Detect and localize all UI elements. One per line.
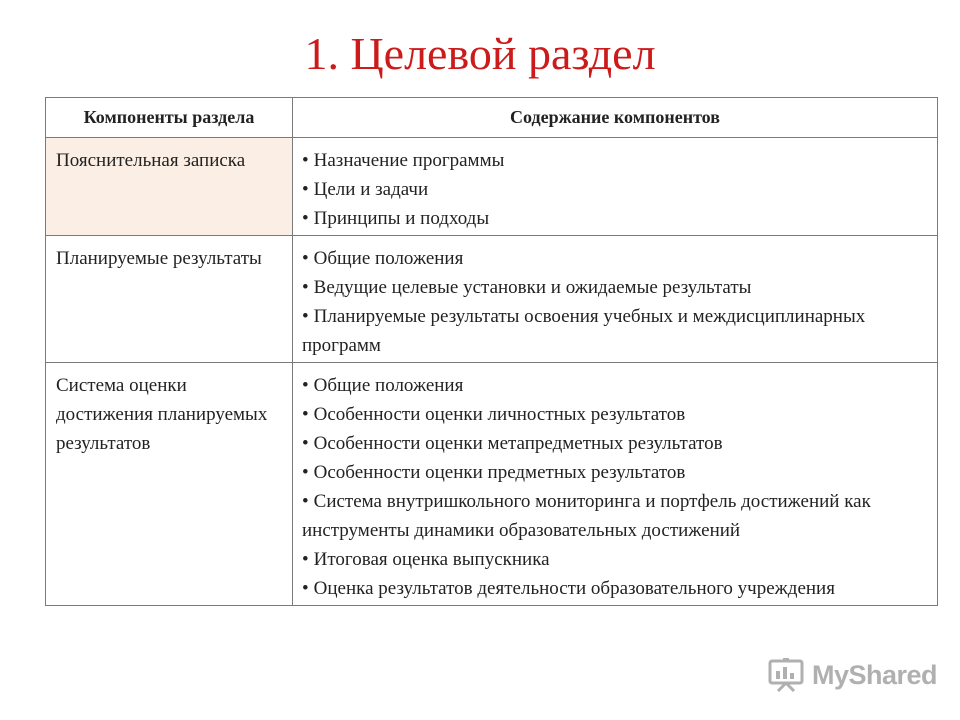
list-item bbox=[302, 487, 929, 545]
table-row bbox=[46, 363, 938, 606]
item-text: Особенности оценки предметных результатов bbox=[313, 462, 686, 483]
bullet-icon: • bbox=[302, 248, 309, 269]
item-text: Особенности оценки личностных результатов bbox=[313, 404, 686, 425]
bullet-icon: • bbox=[302, 277, 309, 298]
header-content: Содержание компонентов bbox=[293, 98, 938, 138]
bullet-icon: • bbox=[302, 462, 309, 483]
item-text: Планируемые результаты освоения учебных и междисциплинарных программ bbox=[302, 306, 866, 356]
list-item bbox=[302, 458, 929, 487]
presentation-board-icon bbox=[766, 658, 806, 692]
bullet-icon: • bbox=[302, 375, 309, 396]
bullet-icon: • bbox=[302, 549, 309, 570]
list-item bbox=[302, 204, 929, 233]
list-item bbox=[302, 429, 929, 458]
item-text: Назначение программы bbox=[313, 150, 505, 171]
slide-title: 1. Целевой раздел bbox=[304, 28, 656, 79]
list-item bbox=[302, 574, 929, 603]
item-text: Общие положения bbox=[313, 248, 464, 269]
table-row bbox=[46, 138, 938, 236]
list-item bbox=[302, 175, 929, 204]
item-text: Общие положения bbox=[313, 375, 464, 396]
item-text: Принципы и подходы bbox=[313, 208, 490, 229]
bullet-icon: • bbox=[302, 491, 309, 512]
item-text: Система внутришкольного мониторинга и портфель достижений как инструменты динамики образовательных достижений bbox=[302, 491, 871, 541]
table-row bbox=[46, 236, 938, 363]
item-text: Итоговая оценка выпускника bbox=[313, 549, 550, 570]
row-label-planned-results: Планируемые результаты bbox=[46, 236, 293, 363]
list-item bbox=[302, 273, 929, 302]
row-label-explanatory-note: Пояснительная записка bbox=[46, 138, 293, 236]
list-item bbox=[302, 400, 929, 429]
components-table bbox=[45, 97, 938, 606]
list-item bbox=[302, 146, 929, 175]
item-list bbox=[302, 244, 929, 360]
bullet-icon: • bbox=[302, 433, 309, 454]
row-items-cell bbox=[293, 236, 938, 363]
list-item bbox=[302, 371, 929, 400]
bullet-icon: • bbox=[302, 578, 309, 599]
item-text: Ведущие целевые установки и ожидаемые результаты bbox=[313, 277, 752, 298]
watermark-text: MyShared bbox=[812, 659, 938, 690]
bullet-icon: • bbox=[302, 179, 309, 200]
item-list bbox=[302, 146, 929, 233]
row-items-cell bbox=[293, 138, 938, 236]
item-text: Оценка результатов деятельности образовательного учреждения bbox=[313, 578, 835, 599]
list-item bbox=[302, 244, 929, 273]
item-text: Цели и задачи bbox=[313, 179, 429, 200]
watermark bbox=[766, 655, 937, 695]
bullet-icon: • bbox=[302, 306, 309, 327]
list-item bbox=[302, 545, 929, 574]
bullet-icon: • bbox=[302, 208, 309, 229]
bullet-icon: • bbox=[302, 404, 309, 425]
list-item bbox=[302, 302, 929, 360]
row-items-cell bbox=[293, 363, 938, 606]
row-label-assessment-system: Система оценки достижения планируемых результатов bbox=[46, 363, 293, 606]
bullet-icon: • bbox=[302, 150, 309, 171]
item-text: Особенности оценки метапредметных результатов bbox=[313, 433, 723, 454]
header-components: Компоненты раздела bbox=[46, 98, 293, 138]
table-header-row bbox=[46, 98, 938, 138]
item-list bbox=[302, 371, 929, 603]
